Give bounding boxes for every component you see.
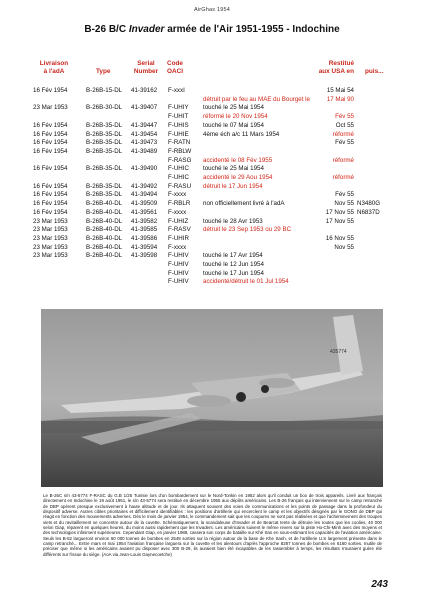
cell-type: B-26B-35-DL bbox=[86, 182, 123, 190]
cell-date: 16 Fév 1954 bbox=[33, 139, 68, 147]
table-row bbox=[0, 217, 424, 226]
cell-restitue: Nov 55 bbox=[334, 243, 354, 251]
cell-event: touché le 25 Mai 1954 bbox=[203, 104, 264, 112]
cell-restitue: 17 Nov 55 bbox=[325, 217, 354, 225]
cell-serial: 41-39586 bbox=[131, 234, 158, 242]
cell-serial: 41-39489 bbox=[131, 147, 158, 155]
cell-code: F-xxxx bbox=[168, 191, 187, 199]
table-row bbox=[0, 190, 424, 199]
cell-serial: 41-39490 bbox=[131, 165, 158, 173]
cell-event: touché le 25 Mai 1954 bbox=[203, 165, 264, 173]
cell-code: F-UHIE bbox=[168, 130, 189, 138]
cell-restitue: 17 Nov 55 bbox=[325, 208, 354, 216]
table-row bbox=[0, 95, 424, 104]
cell-event: touché le 17 Avr 1954 bbox=[203, 252, 263, 260]
header-livraison-line2: à l'adA bbox=[43, 68, 65, 75]
header-livraison-line1: Livraison bbox=[39, 60, 69, 67]
aircraft-photo bbox=[41, 309, 383, 487]
cell-code: F-UHIV bbox=[168, 269, 189, 277]
cell-restitue: 15 Mai 54 bbox=[326, 87, 354, 94]
header-serial-line1: Serial bbox=[137, 60, 155, 67]
cell-event: détruit le 17 Jun 1954 bbox=[203, 182, 263, 190]
cell-date: 16 Fév 1954 bbox=[33, 121, 68, 129]
cell-serial: 41-39582 bbox=[131, 217, 158, 225]
table-row bbox=[0, 173, 424, 182]
cell-event: non officiellement livré à l'adA bbox=[203, 200, 285, 208]
cell-type: B-26B-35-DL bbox=[86, 191, 123, 199]
cell-date: 16 Fév 1954 bbox=[33, 87, 68, 94]
cell-type: B-26B-40-DL bbox=[86, 234, 123, 242]
cell-type: B-26B-35-DL bbox=[86, 165, 123, 173]
cell-event: 4ème éch a/c 11 Mars 1954 bbox=[203, 130, 280, 138]
header-restitue bbox=[308, 60, 354, 76]
cell-event: accidenté le 29 Aou 1954 bbox=[203, 174, 273, 181]
cell-serial: 41-39509 bbox=[131, 200, 158, 208]
cell-type: B-26B-35-DL bbox=[86, 147, 123, 155]
cell-type: B-26B-35-DL bbox=[86, 121, 123, 129]
cell-code: F-UHIV bbox=[168, 252, 189, 260]
cell-type: B-26B-35-DL bbox=[86, 139, 123, 147]
cell-type: B-26B-15-DL bbox=[86, 87, 123, 94]
cell-code: F-UHIS bbox=[168, 121, 189, 129]
cell-restitue: Fév 55 bbox=[335, 139, 354, 147]
cell-restitue: Fév 55 bbox=[335, 191, 354, 199]
cell-type: B-26B-40-DL bbox=[86, 208, 123, 216]
table-row bbox=[0, 164, 424, 173]
cell-date: 23 Mar 1953 bbox=[33, 217, 68, 225]
cell-code: F-UHIV bbox=[168, 261, 189, 268]
table-row bbox=[0, 269, 424, 278]
cell-code: F-RBLR bbox=[168, 200, 191, 208]
cell-restitue: 16 Nov 55 bbox=[325, 234, 354, 242]
cell-restitue: réformé bbox=[332, 174, 354, 181]
cell-date: 16 Fév 1954 bbox=[33, 182, 68, 190]
cell-event: touché le 12 Jun 1954 bbox=[203, 261, 264, 268]
cell-event: touché le 17 Jun 1954 bbox=[203, 269, 264, 277]
cell-date: 16 Fév 1954 bbox=[33, 130, 68, 138]
cell-event: détruit par le feu au MAE du Bourget le bbox=[203, 95, 310, 103]
cell-code: F-UHIT bbox=[168, 113, 189, 121]
cell-serial: 41-39447 bbox=[131, 121, 158, 129]
table-row bbox=[0, 277, 424, 286]
cell-date: 23 Mar 1953 bbox=[33, 104, 68, 112]
table-row bbox=[0, 234, 424, 243]
header-puis: puis... bbox=[365, 68, 384, 75]
cell-date: 16 Fév 1954 bbox=[33, 200, 68, 208]
cell-puis: N3480G bbox=[357, 200, 381, 208]
cell-event: accidenté le 08 Fév 1955 bbox=[203, 156, 273, 164]
table-row bbox=[0, 121, 424, 130]
cell-code: F-RASV bbox=[168, 226, 191, 234]
table-row bbox=[0, 156, 424, 165]
table-row bbox=[0, 243, 424, 252]
table-row bbox=[0, 182, 424, 191]
cell-serial: 41-39492 bbox=[131, 182, 158, 190]
cell-date: 16 Fév 1954 bbox=[33, 165, 68, 173]
cell-date: 16 Fév 1954 bbox=[33, 147, 68, 155]
cell-type: B-26B-30-DL bbox=[86, 104, 123, 112]
cell-serial: 41-39561 bbox=[131, 208, 158, 216]
header-restitue-line2: aux USA en bbox=[318, 68, 354, 75]
header-serial-line2: Number bbox=[133, 68, 159, 75]
header-code bbox=[167, 60, 183, 76]
cell-event: détruit le 23 Sep 1953 ou 29 BC bbox=[203, 226, 292, 234]
cell-code: F-xxxI bbox=[168, 87, 185, 94]
cell-serial: 41-39473 bbox=[131, 139, 158, 147]
cell-code: F-xxxx bbox=[168, 208, 187, 216]
cell-code: F-UHIY bbox=[168, 104, 189, 112]
table-row bbox=[0, 147, 424, 156]
title-aircraft: B-26 B/C bbox=[84, 24, 127, 35]
cell-date: 16 Fév 1954 bbox=[33, 191, 68, 199]
cell-code: F-RATN bbox=[168, 139, 191, 147]
cell-event: touché le 07 Mai 1954 bbox=[203, 121, 264, 129]
cell-type: B-26B-35-DL bbox=[86, 130, 123, 138]
cell-code: F-UHIC bbox=[168, 165, 189, 173]
cell-date: 23 Mar 1953 bbox=[33, 226, 68, 234]
cell-serial: 41-39162 bbox=[131, 87, 158, 94]
header-restitue-line1: Restitué bbox=[328, 60, 354, 67]
cell-event: touché le 28 Avr 1953 bbox=[203, 217, 263, 225]
b26-in-flight-image bbox=[41, 309, 383, 487]
table-row bbox=[0, 138, 424, 147]
table-row bbox=[0, 251, 424, 260]
cell-serial: 41-39598 bbox=[131, 252, 158, 260]
title-invader: Invader bbox=[128, 24, 165, 35]
table-row bbox=[0, 260, 424, 269]
page-title bbox=[0, 24, 424, 35]
cell-date: 16 Fév 1954 bbox=[33, 208, 68, 216]
cell-type: B-26B-40-DL bbox=[86, 226, 123, 234]
cell-restitue: Fév 55 bbox=[335, 113, 354, 121]
cell-type: B-26B-40-DL bbox=[86, 200, 123, 208]
table-row bbox=[0, 225, 424, 234]
cell-type: B-26B-40-DL bbox=[86, 243, 123, 251]
cell-type: B-26B-40-DL bbox=[86, 252, 123, 260]
header-livraison bbox=[32, 60, 76, 76]
header-type: Type bbox=[96, 68, 111, 75]
cell-restitue: 17 Mai 90 bbox=[326, 95, 354, 103]
cell-restitue: réformé bbox=[332, 156, 354, 164]
cell-puis: N6837D bbox=[357, 208, 380, 216]
cell-type: B-26B-40-DL bbox=[86, 217, 123, 225]
fin-serial-label: 435774 bbox=[330, 349, 347, 355]
cell-code: F-UHIZ bbox=[168, 217, 189, 225]
cell-date: 23 Mar 1953 bbox=[33, 234, 68, 242]
cell-restitue: Oct 55 bbox=[335, 121, 354, 129]
table-row bbox=[0, 208, 424, 217]
cell-code: F-xxxx bbox=[168, 243, 187, 251]
cell-date: 23 Mar 1953 bbox=[33, 252, 68, 260]
cell-code: F-RASU bbox=[168, 182, 192, 190]
cell-code: F-RBLW bbox=[168, 147, 192, 155]
cell-code: F-UHIC bbox=[168, 174, 189, 181]
cell-serial: 41-39585 bbox=[131, 226, 158, 234]
table-row bbox=[0, 199, 424, 208]
cell-code: F-RASG bbox=[168, 156, 192, 164]
header-code-line1: Code bbox=[167, 60, 183, 67]
page-number: 243 bbox=[371, 579, 388, 590]
cell-restitue: réformé bbox=[332, 130, 354, 138]
header-code-line2: OACI bbox=[167, 68, 183, 75]
cell-serial: 41-39454 bbox=[131, 130, 158, 138]
title-rest: armée de l'Air 1951-1955 - Indochine bbox=[167, 24, 340, 35]
table-row bbox=[0, 130, 424, 139]
cell-event: réformé le 20 Nov 1954 bbox=[203, 113, 268, 121]
cell-serial: 41-39594 bbox=[131, 243, 158, 251]
table-row bbox=[0, 103, 424, 112]
cell-code: F-UHIR bbox=[168, 234, 189, 242]
cell-serial: 41-39407 bbox=[131, 104, 158, 112]
cell-event: accidenté/détruit le 01 Jul 1954 bbox=[203, 278, 289, 286]
cell-code: F-UHIV bbox=[168, 278, 189, 286]
cell-serial: 41-39494 bbox=[131, 191, 158, 199]
header-serial bbox=[131, 60, 161, 76]
table-row bbox=[0, 86, 424, 95]
table-row bbox=[0, 112, 424, 121]
cell-date: 23 Mar 1953 bbox=[33, 243, 68, 251]
cell-restitue: Nov 55 bbox=[334, 200, 354, 208]
running-head: AirGhas 1954 bbox=[193, 7, 231, 13]
photo-caption: Le B-26C s/n 43-5774 F-RASC du G.B 1/25 Tunisie lors d'un bombardement sur le Nord-Tonkin en 1952 alors qu'il conduit un box de trois appareils. Livré aux français directement en Indochine le 19 août 1951, le s/n 43-5774 sera restitué en décembre 1955 aux dépôts américains. Les B-26 français qui interviennent sur le camp retranché de DBP opèrent presque exclusivement à haute altitude et de jour. Ils attaquent souvent des voies de communications et les points de passage dans la profondeur du dispositif adverse. Autres cibles prioritaires et difficilement identifiables : les positions d'artillerie qui encerclent le camp et les objectifs désignés par le GONO de DBP qui réagit en fonction des mouvements adverses. Dès le mois de janvier 1954, le commandement sait que les coupures ne sont pas réalisées et que l'acheminement des troupes viets et du ravitaillement se concentre autour de la cuvette. Schématiquement, la scandaleuse d'Invader et de Bearcat tente de détruire les routes que les coolies, 40 000 selon Giap, réparent en quelques heures, du moins aussi rapidement que les Invaders. Les américains suivent le même revers sur la piste Ho-Chi-Minh avec des moyens et des technologies infiniment supérieures. Cependant Giap, en janvier 1988, cassera son corps de bataille sur Khé San en sous-estimant les capacités de l'aviation américaine. Seuls les B-52 largueront environ 60 000 tonnes de bombes en 2548 sorties sur la région autour de la base de Khe Sanh, et de l'artillerie U.S largement présente dans le camp retranché... Entre mars et mai 1954 l'aviation française larguera sur la cuvette et les alentours d'après l'approche 8287 tonnes de bombes en 6160 sorties. Inutile de préciser que même si les américains avaient pu disposer avec 300 B-29, ils auraient bien été incapables de les rassembler à temps, les résultats n'auraient guère été différents sur l'issue du siège. (AoA via Jean-Louis Gaynecoetche) bbox=[43, 493, 382, 557]
